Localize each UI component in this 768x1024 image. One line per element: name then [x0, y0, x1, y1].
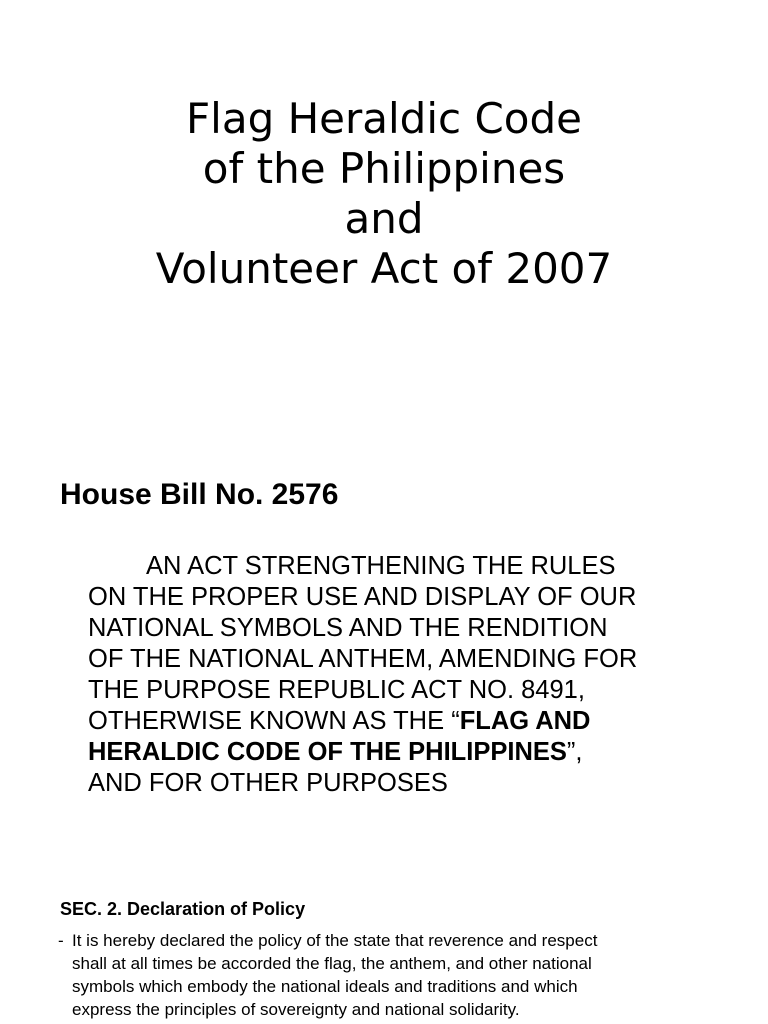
- policy-line: shall at all times be accorded the flag, the anthem, and other national: [72, 954, 592, 973]
- act-line: ON THE PROPER USE AND DISPLAY OF OUR: [88, 583, 637, 611]
- title-line: and: [344, 194, 424, 243]
- policy-line: It is hereby declared the policy of the state that reverence and respect: [72, 931, 598, 950]
- code-name-bold: FLAG AND: [459, 707, 591, 735]
- act-line: AND FOR OTHER PURPOSES: [88, 769, 448, 797]
- code-name-bold: HERALDIC CODE OF THE PHILIPPINES: [88, 738, 567, 766]
- act-line: [88, 706, 728, 737]
- title-line: of the Philippines: [202, 144, 566, 193]
- act-line: THE PURPOSE REPUBLIC ACT NO. 8491,: [88, 676, 585, 704]
- bullet-dash: -: [58, 931, 64, 950]
- title-line: Flag Heraldic Code: [186, 94, 582, 143]
- title-line: Volunteer Act of 2007: [155, 244, 613, 293]
- act-line: AN ACT STRENGTHENING THE RULES: [146, 552, 616, 580]
- bill-heading: House Bill No. 2576: [60, 478, 339, 511]
- act-description: [88, 551, 728, 799]
- act-line: [88, 737, 728, 768]
- page-title: [0, 94, 768, 294]
- policy-line: express the principles of sovereignty and national solidarity.: [72, 1000, 520, 1019]
- section-heading: SEC. 2. Declaration of Policy: [60, 899, 306, 919]
- policy-text: [72, 929, 748, 1021]
- act-line: OF THE NATIONAL ANTHEM, AMENDING FOR: [88, 645, 638, 673]
- policy-paragraph: [58, 929, 748, 1021]
- act-line-text: OTHERWISE KNOWN AS THE “: [88, 707, 460, 735]
- act-line-text: ”,: [566, 738, 583, 766]
- act-line: NATIONAL SYMBOLS AND THE RENDITION: [88, 614, 608, 642]
- policy-line: symbols which embody the national ideals and traditions and which: [72, 977, 578, 996]
